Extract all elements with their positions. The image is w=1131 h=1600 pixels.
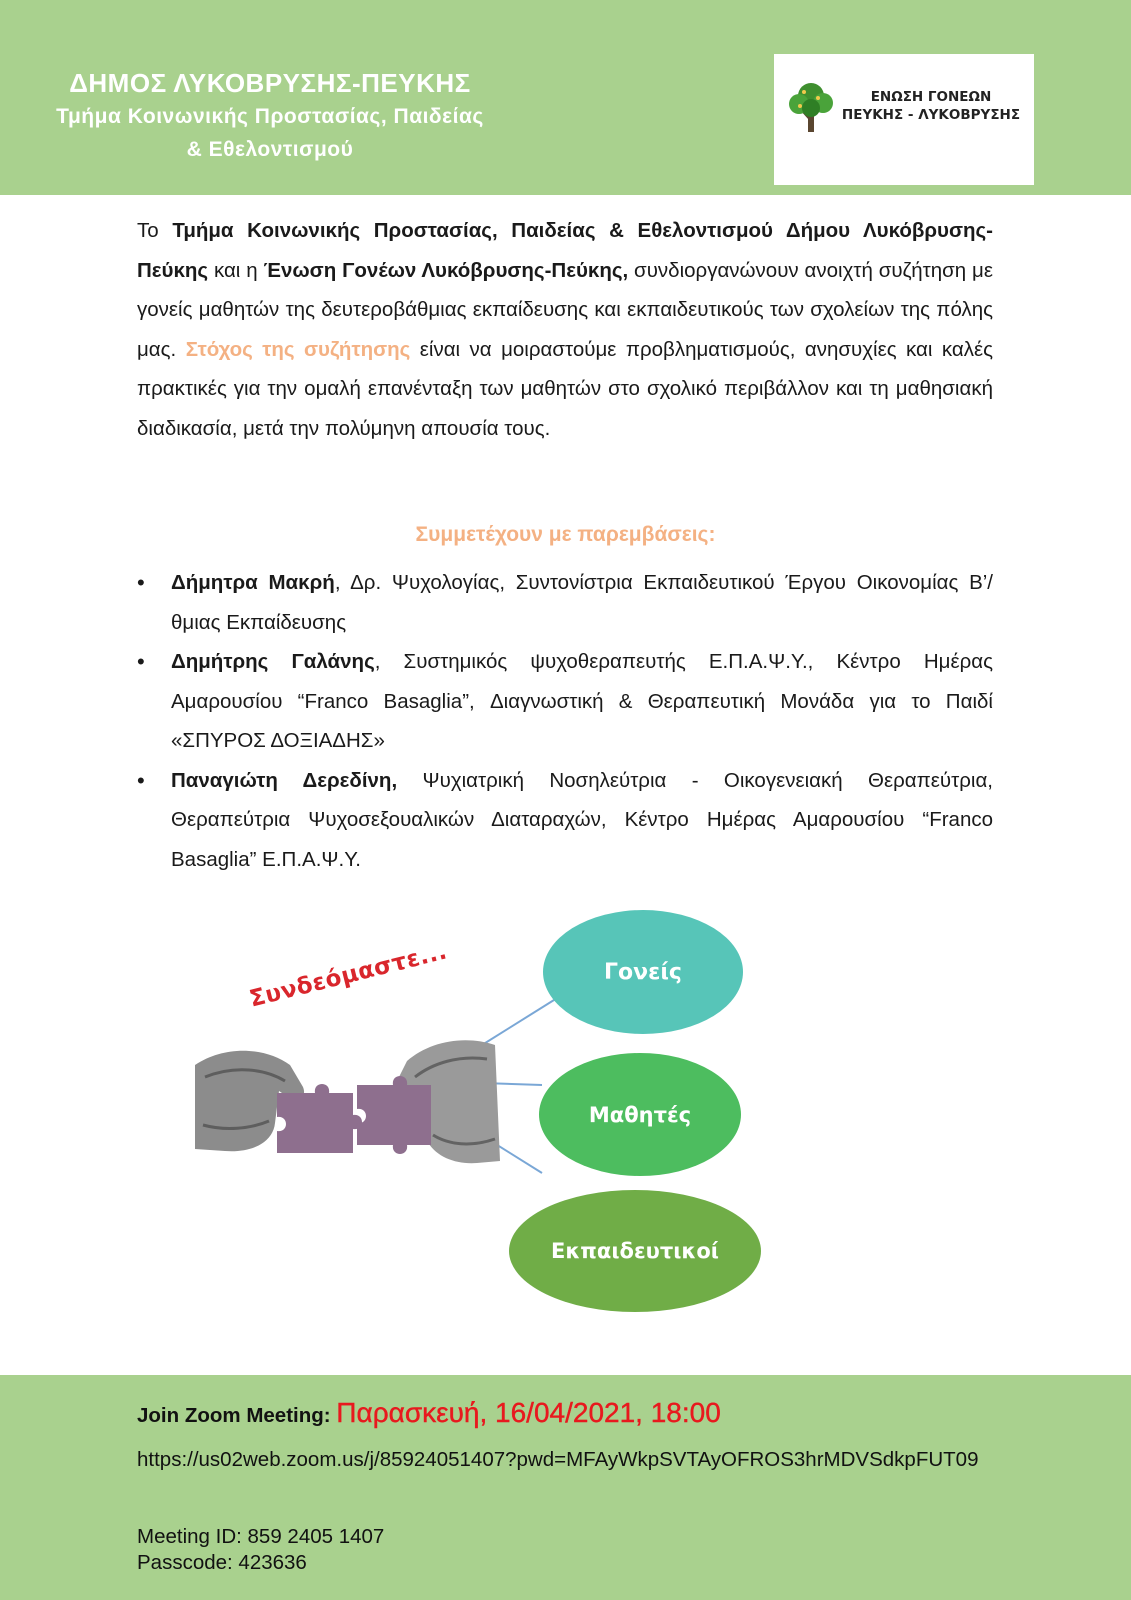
department-name-line2: & Εθελοντισμού bbox=[186, 138, 354, 161]
hands-puzzle-icon bbox=[195, 1025, 505, 1195]
bubble-teachers bbox=[509, 1190, 761, 1312]
connection-illustration bbox=[190, 905, 780, 1325]
bubble-students-label: Μαθητές bbox=[588, 1102, 692, 1127]
connect-label: Συνδεόμαστε... bbox=[246, 938, 450, 1013]
municipality-heading bbox=[10, 68, 530, 165]
logo-text-line2: ΠΕΥΚΗΣ - ΛΥΚΟΒΡΥΣΗΣ bbox=[841, 107, 1021, 123]
intro-text-2: και η bbox=[208, 258, 264, 282]
department-name-line1: Τμήμα Κοινωνικής Προστασίας, Παιδείας bbox=[56, 105, 484, 128]
intro-paragraph bbox=[137, 211, 993, 448]
bubble-parents-label: Γονείς bbox=[604, 959, 682, 985]
participants-heading: Συμμετέχουν με παρεμβάσεις: bbox=[415, 523, 716, 546]
footer-band bbox=[0, 1375, 1131, 1600]
participant-name: Δήμητρα Μακρή bbox=[171, 571, 335, 594]
bubble-teachers-label: Εκπαιδευτικοί bbox=[551, 1239, 719, 1263]
passcode: Passcode: 423636 bbox=[137, 1551, 307, 1574]
participant-item bbox=[137, 563, 993, 642]
participant-item bbox=[137, 642, 993, 761]
intro-text-1: Το bbox=[137, 219, 173, 242]
meeting-id: Meeting ID: 859 2405 1407 bbox=[137, 1525, 385, 1548]
bubble-parents bbox=[543, 910, 743, 1034]
join-line bbox=[137, 1397, 1037, 1429]
participant-name: Παναγιώτη Δερεδίνη, bbox=[171, 768, 398, 792]
join-zoom-label: Join Zoom Meeting: bbox=[137, 1404, 337, 1427]
participant-item bbox=[137, 761, 993, 880]
parents-union-logo bbox=[774, 54, 1034, 185]
intro-goal-highlight: Στόχος της συζήτησης bbox=[185, 337, 411, 361]
logo-text bbox=[836, 88, 1026, 124]
participant-description: Ψυχιατρική Νοσηλεύτρια - Οικογενειακή Θεραπεύτρια, Θεραπεύτρια Ψυχοσεξουαλικών Διαταραχών, Κέντρο Ημέρας Αμαρουσίου “Franco Basaglia” Ε.Π.Α.Ψ.Υ. bbox=[171, 768, 993, 871]
participant-name: Δημήτρης Γαλάνης bbox=[171, 650, 375, 673]
participants-list bbox=[137, 563, 993, 879]
tree-logo-icon bbox=[788, 80, 834, 134]
intro-text-3: συνδιοργανώνουν ανοιχτή συζήτηση με γονείς μαθητών της δευτεροβάθμιας εκπαίδευσης και εκπαιδευτικούς των σχολείων της πόλης μας. bbox=[137, 258, 993, 361]
municipality-title: ΔΗΜΟΣ ΛΥΚΟΒΡΥΣΗΣ-ΠΕΥΚΗΣ bbox=[69, 68, 471, 98]
participant-description: , Συστημικός ψυχοθεραπευτής Ε.Π.Α.Ψ.Υ., Κέντρο Ημέρας Αμαρουσίου “Franco Basaglia”, Διαγνωστική & Θεραπευτική Μονάδα για το Παιδί «ΣΠΥΡΟΣ ΔΟΞΙΑΔΗΣ» bbox=[171, 650, 993, 752]
intro-text-4: είναι να μοιραστούμε προβληματισμούς, ανησυχίες και καλές πρακτικές για την ομαλή επανένταξη των μαθητών στο σχολικό περιβάλλον και τη μαθησιακή διαδικασία, μετά την πολύμηνη απουσία τους. bbox=[137, 337, 993, 440]
header-band bbox=[0, 0, 1131, 195]
intro-organizer-department: Τμήμα Κοινωνικής Προστασίας, Παιδείας & Εθελοντισμού Δήμου Λυκόβρυσης-Πεύκης bbox=[137, 219, 994, 282]
intro-organizer-union: Ένωση Γονέων Λυκόβρυσης-Πεύκης, bbox=[263, 258, 629, 282]
zoom-link[interactable]: https://us02web.zoom.us/j/85924051407?pwd=MFAyWkpSVTAyOFROS3hrMDVSdkpFUT09 bbox=[137, 1448, 979, 1471]
logo-text-line1: ΕΝΩΣΗ ΓΟΝΕΩΝ bbox=[870, 89, 992, 105]
participant-description: , Δρ. Ψυχολογίας, Συντονίστρια Εκπαιδευτικού Έργου Οικονομίας Β’/θμιας Εκπαίδευσης bbox=[171, 571, 994, 634]
meeting-date: Παρασκευή, 16/04/2021, 18:00 bbox=[336, 1397, 721, 1428]
bubble-students bbox=[539, 1053, 741, 1176]
